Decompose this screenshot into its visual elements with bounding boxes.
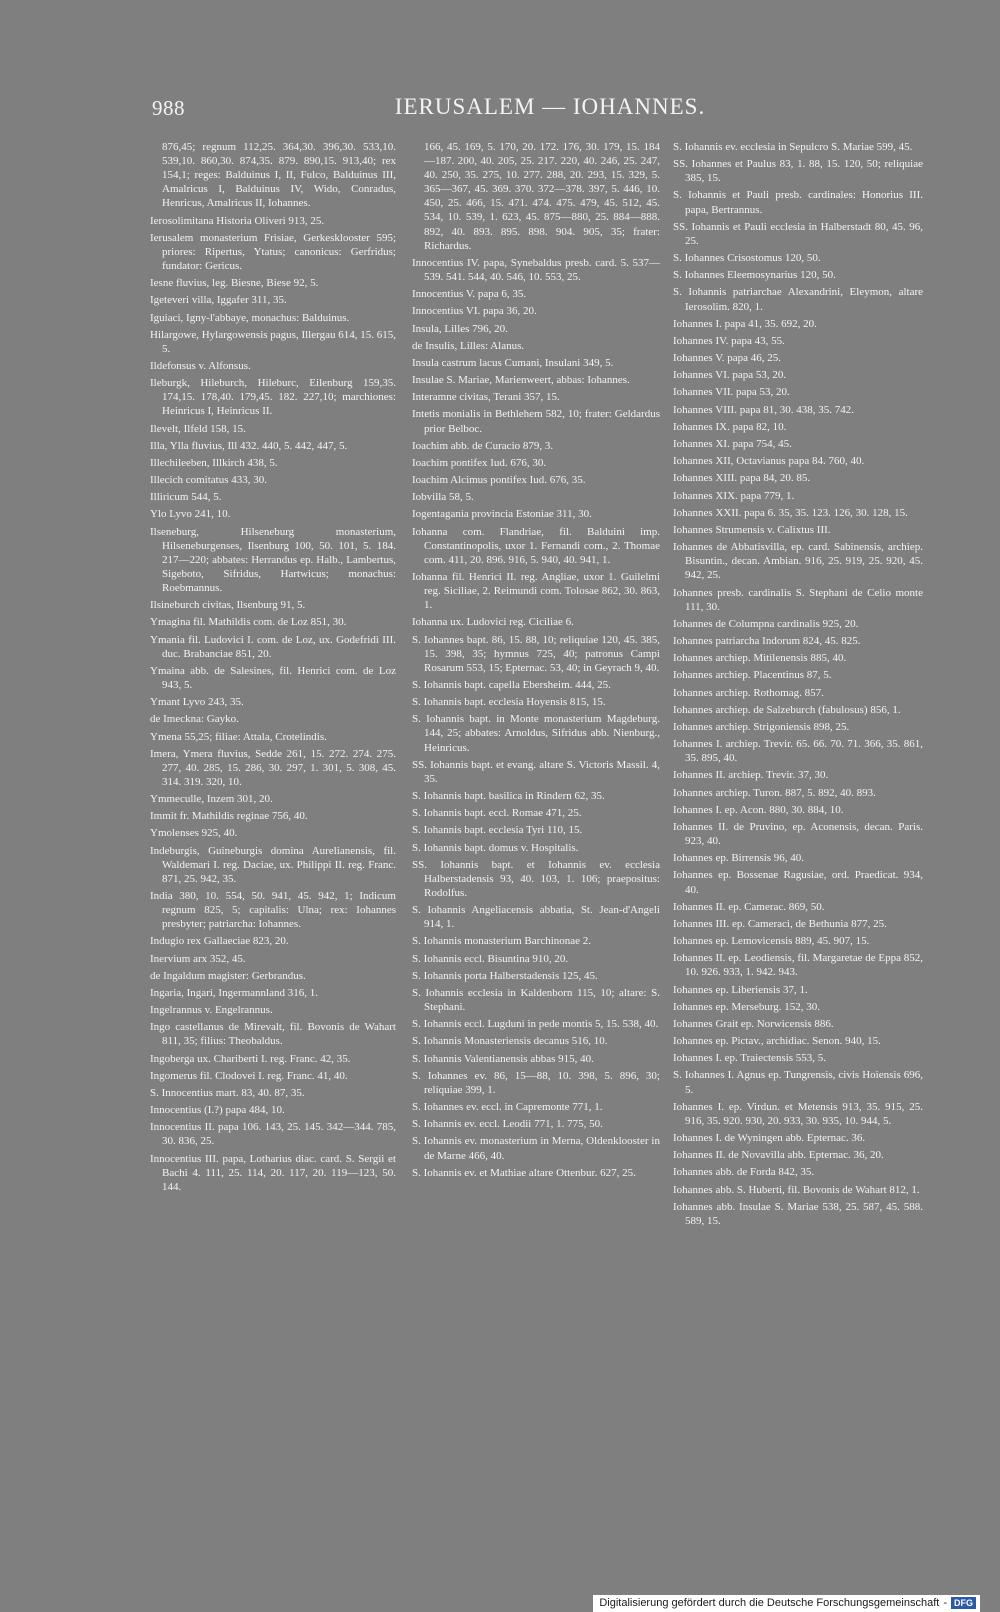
index-column-3 <box>673 140 923 1231</box>
index-entry: Iohannes IX. papa 82, 10. <box>673 420 787 433</box>
index-entry: Iohanna com. Flandriae, fil. Balduini imp. Constantinopolis, uxor 1. Fernandi com., 2. Thomae com. 411, 20. 896. 916, 5. 940, 40. 941, 1. <box>412 525 660 566</box>
index-entry: Illa, Ylla fluvius, Ill 432. 440, 5. 442, 447, 5. <box>150 439 348 452</box>
index-entry: Iohannes II. ep. Camerac. 869, 50. <box>673 900 825 913</box>
index-entry: Iohannes ep. Bossenae Ragusiae, ord. Praedicat. 934, 40. <box>673 869 923 896</box>
index-entry: Ierusalem monasterium Frisiae, Gerkesklooster 595; priores: Ripertus, Ytatus; canonicus: Gerfridus; fundator: Gericus. <box>150 231 396 272</box>
index-entry: Innocentius IV. papa, Synebaldus presb. card. 5. 537—539. 541. 544, 40. 546, 10. 553, 25. <box>412 256 660 283</box>
index-entry: Ingomerus fil. Clodovei I. reg. Franc. 41, 40. <box>150 1069 348 1082</box>
index-entry: Illiricum 544, 5. <box>150 491 222 504</box>
index-entry: Innocentius (I.?) papa 484, 10. <box>150 1104 285 1117</box>
index-entry: Illechileeben, Illkirch 438, 5. <box>150 456 278 469</box>
index-entry: Ingelrannus v. Engelrannus. <box>150 1004 273 1017</box>
index-entry: Iohannes patriarcha Indorum 824, 45. 825. <box>673 634 861 647</box>
index-entry: Iohannes Strumensis v. Calixtus III. <box>673 523 831 536</box>
index-entry: S. Iohannis ev. eccl. Leodii 771, 1. 775, 50. <box>412 1118 603 1131</box>
index-entry: S. Innocentius mart. 83, 40. 87, 35. <box>150 1087 305 1099</box>
index-entry: S. Iohannis ev. monasterium in Merna, Oldenklooster in de Marne 466, 40. <box>412 1135 660 1162</box>
page-number: 988 <box>152 96 185 120</box>
index-entry: S. Iohannis ecclesia in Kaldenborn 115, 10; altare: S. Stephani. <box>412 986 660 1014</box>
index-entry: Insula, Lilles 796, 20. <box>412 322 508 335</box>
index-entry: Ingo castellanus de Mirevalt, fil. Bovonis de Wahart 811, 35; filius: Theobaldus. <box>150 1021 396 1048</box>
index-entry: Innocentius II. papa 106. 143, 25. 145. 342—344. 785, 30. 836, 25. <box>150 1121 396 1148</box>
index-entry: de Insulis, Lilles: Alanus. <box>412 339 525 352</box>
index-entry: S. Iohannes Crisostomus 120, 50. <box>673 252 821 265</box>
index-entry: Iohannes XII, Octavianus papa 84. 760, 40. <box>673 455 865 468</box>
footer-text: Digitalisierung gefördert durch die Deutsche Forschungsgemeinschaft <box>599 1597 940 1609</box>
index-entry: Iohannes de Abbatisvilla, ep. card. Sabinensis, archiep. Bisuntin., decan. Ambian. 916, 25. 919, 25. 920, 45. 942, 25. <box>673 541 923 582</box>
index-column-2 <box>412 140 660 1183</box>
index-entry: S. Iohannis bapt. capella Ebersheim. 444, 25. <box>412 678 611 691</box>
index-entry: Iohannes II. archiep. Trevir. 37, 30. <box>673 769 829 782</box>
index-entry: Iohannes ep. Liberiensis 37, 1. <box>673 983 808 996</box>
index-entry: Ymena 55,25; filiae: Attala, Crotelindis. <box>150 730 327 743</box>
index-entry: Iohannes II. de Pruvino, ep. Aconensis, decan. Paris. 923, 40. <box>673 820 923 848</box>
index-entry: S. Iohannis bapt. ecclesia Hoyensis 815, 15. <box>412 696 606 709</box>
index-entry: Ioachim abb. de Curacio 879, 3. <box>412 439 554 452</box>
index-entry: Illecich comitatus 433, 30. <box>150 474 267 487</box>
index-entry: Ilevelt, Ilfeld 158, 15. <box>150 422 246 435</box>
index-entry: Iohannes I. papa 41, 35. 692, 20. <box>673 317 817 330</box>
index-entry: de Imeckna: Gayko. <box>150 713 239 726</box>
index-entry: S. Iohannis patriarchae Alexandrini, Eleymon, altare Ierosolim. 820, 1. <box>673 286 923 313</box>
index-entry: Iohannes I. ep. Virdun. et Metensis 913, 35. 915, 25. 916, 35. 920. 930, 20. 933, 30. 935, 10. 944, 5. <box>673 1100 923 1127</box>
index-entry: Ioachim Alcimus pontifex Iud. 676, 35. <box>412 474 586 487</box>
index-entry: Iohannes ep. Merseburg. 152, 30. <box>673 1000 821 1013</box>
index-entry: Iohannes archiep. de Salzeburch (fabulosus) 856, 1. <box>673 703 901 716</box>
index-entry: Iohannes Grait ep. Norwicensis 886. <box>673 1017 834 1030</box>
index-entry: Ilseneburg, Hilseneburg monasterium, Hilseneburgenses, Ilsenburg 100, 50. 101, 5. 184. 217—220; abbates: Herrandus ep. Halb., Lambertus, Sigeboto, Sifridus, Hartwicus; monachus: Roebmannus. <box>150 525 396 595</box>
index-entry: Iohannes XIII. papa 84, 20. 85. <box>673 472 811 485</box>
index-entry: S. Iohannis eccl. Bisuntina 910, 20. <box>412 952 569 965</box>
index-entry: S. Iohannis monasterium Barchinonae 2. <box>412 935 592 948</box>
index-entry: Immit fr. Mathildis reginae 756, 40. <box>150 810 308 823</box>
index-entry: Iohannes IV. papa 43, 55. <box>673 334 785 347</box>
index-entry: Iohannes de Columpna cardinalis 925, 20. <box>673 617 859 630</box>
index-entry: Hilargowe, Hylargowensis pagus, Illergau 614, 15. 615, 5. <box>150 328 396 355</box>
index-entry: S. Iohannes ev. 86, 15—88, 10. 398, 5. 896, 30; reliquiae 399, 1. <box>412 1069 660 1096</box>
index-entry: Iohannes ep. Birrensis 96, 40. <box>673 852 805 865</box>
index-entry: Ymagina fil. Mathildis com. de Loz 851, 30. <box>150 616 347 629</box>
index-entry: Ingaria, Ingari, Ingermannland 316, 1. <box>150 986 318 999</box>
index-entry: Iohannes archiep. Mitilenensis 885, 40. <box>673 652 847 665</box>
index-entry: Iohannes I. archiep. Trevir. 65. 66. 70. 71. 366, 35. 861, 35. 895, 40. <box>673 738 923 765</box>
index-entry: Iohannes VI. papa 53, 20. <box>673 369 787 382</box>
index-entry: SS. Iohannis bapt. et Iohannis ev. ecclesia Halberstadensis 93, 40. 103, 1. 106; praepositus: Rodolfus. <box>412 858 660 899</box>
index-entry: Imera, Ymera fluvius, Sedde 261, 15. 272. 274. 275. 277, 40. 285, 15. 286, 30. 297, 1. 301, 5. 308, 45. 314. 319. 320, 10. <box>150 747 396 788</box>
index-column-1 <box>150 140 396 1197</box>
index-entry: 166, 45. 169, 5. 170, 20. 172. 176, 30. 179, 15. 184—187. 200, 40. 205, 25. 217. 220, 40. 246, 25. 247, 40. 250, 35. 275, 10. 277. 288, 20. 293, 15. 329, 5. 365—367, 45. 369. 370. 372—378. 397, 5. 446, 10. 450, 25. 466, 15. 471. 474. 475. 479, 45. 512, 45. 534, 10. 539, 1. 623, 45. 875—880, 25. 884—888. 892, 40. 893. 895. 898. 904. 905, 35; frater: Richardus. <box>424 141 660 252</box>
index-entry: Iohannes ep. Pictav., archidiac. Senon. 940, 15. <box>673 1035 881 1048</box>
running-head: IERUSALEM — IOHANNES. <box>394 94 706 119</box>
index-entry: S. Iohannis Valentianensis abbas 915, 40. <box>412 1052 594 1065</box>
index-entry: Iohannes archiep. Rothomag. 857. <box>673 686 824 699</box>
index-entry: SS. Iohannis bapt. et evang. altare S. Victoris Massil. 4, 35. <box>412 758 660 785</box>
index-entry: S. Iohannes I. Agnus ep. Tungrensis, civis Hoiensis 696, 5. <box>673 1069 923 1096</box>
index-entry: Interamne civitas, Terani 357, 15. <box>412 391 560 404</box>
index-entry: S. Iohannes Eleemosynarius 120, 50. <box>673 269 836 282</box>
index-entry: Inervium arx 352, 45. <box>150 952 246 965</box>
index-entry: S. Iohannis Angeliacensis abbatia, St. Jean-d'Angeli 914, 1. <box>412 904 660 931</box>
index-entry: Innocentius V. papa 6, 35. <box>412 288 527 301</box>
index-entry: Innocentius VI. papa 36, 20. <box>412 305 537 318</box>
index-entry: Iohannes abb. Insulae S. Mariae 538, 25. 587, 45. 588. 589, 15. <box>673 1200 923 1227</box>
index-entry: Iogentagania provincia Estoniae 311, 30. <box>412 508 592 521</box>
index-entry: Iohannes I. ep. Acon. 880, 30. 884, 10. <box>673 803 844 816</box>
index-entry: Ymaina abb. de Salesines, fil. Henrici com. de Loz 943, 5. <box>150 664 396 691</box>
index-entry: Iohannes archiep. Strigoniensis 898, 25. <box>673 720 850 733</box>
index-entry: Ymania fil. Ludovici I. com. de Loz, ux. Godefridi III. duc. Brabanciae 851, 20. <box>150 633 396 660</box>
index-entry: Ymolenses 925, 40. <box>150 827 238 840</box>
index-entry: Ymmeculle, Inzem 301, 20. <box>150 793 273 806</box>
index-entry: S. Iohannis bapt. domus v. Hospitalis. <box>412 841 579 854</box>
index-entry: Iohannes I. ep. Traiectensis 553, 5. <box>673 1052 827 1065</box>
index-entry: S. Iohannis ev. et Mathiae altare Ottenbur. 627, 25. <box>412 1166 636 1179</box>
index-entry: S. Iohannis ev. ecclesia in Sepulcro S. Mariae 599, 45. <box>673 141 913 153</box>
index-entry: Iohannes XIX. papa 779, 1. <box>673 489 795 502</box>
index-entry: Iohanna fil. Henrici II. reg. Angliae, uxor 1. Guilelmi reg. Siciliae, 2. Reimundi com. Tolosae 862, 30. 863, 1. <box>412 571 660 612</box>
index-entry: Iohannes II. ep. Leodiensis, fil. Margaretae de Eppa 852, 10. 926. 933, 1. 942. 943. <box>673 952 923 979</box>
index-entry: Igeteveri villa, Iggafer 311, 35. <box>150 294 287 307</box>
index-entry: S. Iohannis bapt. eccl. Romae 471, 25. <box>412 807 582 820</box>
index-entry: Indeburgis, Guineburgis domina Aurelianensis, fil. Waldemari I. reg. Daciae, ux. Philippi II. reg. Franc. 871, 25. 942, 35. <box>150 844 396 885</box>
index-entry: S. Iohannis bapt. basilica in Rindern 62, 35. <box>412 790 605 802</box>
index-entry: Iohannes VIII. papa 81, 30. 438, 35. 742. <box>673 403 854 416</box>
index-entry: Iohannes XXII. papa 6. 35, 35. 123. 126, 30. 128, 15. <box>673 506 908 519</box>
index-entry: Iohannes abb. de Forda 842, 35. <box>673 1166 815 1179</box>
index-entry: Iohannes XI. papa 754, 45. <box>673 438 792 450</box>
index-entry: Iguiaci, Igny-l'abbaye, monachus: Balduinus. <box>150 311 350 324</box>
index-entry: Innocentius III. papa, Lotharius diac. card. S. Sergii et Bachi 4. 111, 25. 114, 20. 117, 20. 119—123, 50. 144. <box>150 1152 396 1193</box>
index-entry: Iohannes II. de Novavilla abb. Epternac. 36, 20. <box>673 1149 884 1162</box>
index-entry: Ildefonsus v. Alfonsus. <box>150 359 251 372</box>
index-entry: Iohannes archiep. Placentinus 87, 5. <box>673 669 832 682</box>
index-entry: de Ingaldum magister: Gerbrandus. <box>150 969 306 982</box>
index-entry: Iohannes III. ep. Cameraci, de Bethunia 877, 25. <box>673 917 887 930</box>
funding-footer[interactable]: Digitalisierung gefördert durch die Deutsche Forschungsgemeinschaft - DFG <box>593 1595 980 1612</box>
index-entry: Ierosolimitana Historia Oliveri 913, 25. <box>150 214 325 227</box>
index-entry: 876,45; regnum 112,25. 364,30. 396,30. 533,10. 539,10. 860,30. 874,35. 879. 890,15. 913,40; rex 154,1; reges: Balduinus I, II, Fulco, Balduinus III, Amalricus I, Balduinus IV, Wido, Conradus, Henricus, Amalricus II, Iohannes. <box>162 141 396 210</box>
index-entry: Iohannes I. de Wyningen abb. Epternac. 36. <box>673 1132 866 1145</box>
index-entry: Iohanna ux. Ludovici reg. Ciciliae 6. <box>412 616 574 629</box>
dfg-logo: DFG <box>951 1597 976 1609</box>
index-entry: Ilsineburch civitas, Ilsenburg 91, 5. <box>150 599 306 612</box>
index-entry: Iohannes archiep. Turon. 887, 5. 892, 40. 893. <box>673 786 876 799</box>
index-entry: Iohannes V. papa 46, 25. <box>673 352 782 365</box>
index-entry: Ymant Lyvo 243, 35. <box>150 696 244 709</box>
index-entry: Insula castrum lacus Cumani, Insulani 349, 5. <box>412 356 614 369</box>
index-entry: Iohannes ep. Lemovicensis 889, 45. 907, 15. <box>673 935 870 948</box>
index-entry: Iohannes presb. cardinalis S. Stephani de Celio monte 111, 30. <box>673 586 923 613</box>
index-entry: Iobvilla 58, 5. <box>412 491 474 504</box>
index-entry: S. Iohannis bapt. in Monte monasterium Magdeburg. 144, 25; abbates: Arnoldus, Sifridus abb. Nienburg., Heinricus. <box>412 713 660 754</box>
index-entry: Iohannes abb. S. Huberti, fil. Bovonis de Wahart 812, 1. <box>673 1183 920 1196</box>
index-entry: SS. Iohannis et Pauli ecclesia in Halberstadt 80, 45. 96, 25. <box>673 220 923 247</box>
index-entry: S. Iohannis bapt. ecclesia Tyri 110, 15. <box>412 824 583 837</box>
index-entry: India 380, 10. 554, 50. 941, 45. 942, 1; Indicum regnum 825, 5; capitalis: Ulna; rex: Iohannes presbyter; patriarcha: Iohannes. <box>150 890 396 931</box>
index-entry: S. Iohannis et Pauli presb. cardinales: Honorius III. papa, Bertrannus. <box>673 189 923 216</box>
index-entry: Ioachim pontifex Iud. 676, 30. <box>412 456 547 469</box>
index-entry: Iesne fluvius, leg. Biesne, Biese 92, 5. <box>150 277 319 290</box>
index-entry: Ileburgk, Hileburch, Hileburc, Eilenburg 159,35. 174,15. 178,40. 179,45. 182. 227,10; marchiones: Heinricus I, Heinricus II. <box>150 377 396 418</box>
index-entry: Insulae S. Mariae, Marienweert, abbas: Iohannes. <box>412 374 630 387</box>
index-entry: Indugio rex Gallaeciae 823, 20. <box>150 935 289 948</box>
index-entry: Ylo Lyvo 241, 10. <box>150 508 231 521</box>
index-entry: Ingoberga ux. Chariberti I. reg. Franc. 42, 35. <box>150 1052 351 1065</box>
index-entry: SS. Iohannes et Paulus 83, 1. 88, 15. 120, 50; reliquiae 385, 15. <box>673 158 923 185</box>
index-entry: S. Iohannis Monasteriensis decanus 516, 10. <box>412 1035 608 1048</box>
index-entry: Intetis monialis in Bethlehem 582, 10; frater: Geldardus prior Belboc. <box>412 408 660 435</box>
index-entry: S. Iohannes ev. eccl. in Capremonte 771, 1. <box>412 1101 603 1114</box>
index-entry: Iohannes VII. papa 53, 20. <box>673 386 790 399</box>
index-entry: S. Iohannis eccl. Lugduni in pede montis 5, 15. 538, 40. <box>412 1018 659 1031</box>
index-entry: S. Iohannes bapt. 86, 15. 88, 10; reliquiae 120, 45. 385, 15. 398, 35; hymnus 725, 40; patronus Campi Rosarum 553, 15; Epternac. 53, 40; in Geyrach 9, 40. <box>412 633 660 674</box>
index-entry: S. Iohannis porta Halberstadensis 125, 45. <box>412 969 598 982</box>
